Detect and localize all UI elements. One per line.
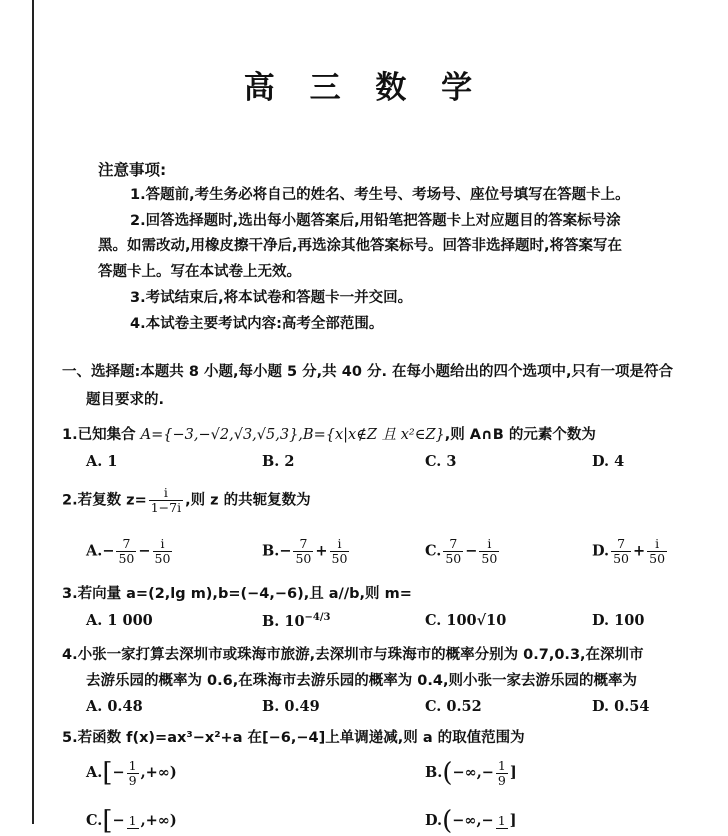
q5-option-d: D.(−∞,− 1 ] [425,806,517,836]
q1-option-c: C. 3 [425,453,457,470]
page-title: 高 三 数 学 [243,70,485,106]
q2-option-a: A.− $\frac{7}{50}$ − $\frac{i}{50}$ [86,536,171,566]
fraction: $\frac{i}{1-7i}$ [150,485,182,515]
q4-option-b: B. 0.49 [262,698,320,715]
notice-line: 3.考试结束后,将本试卷和答题卡一并交回。 [130,290,413,306]
q1-option-d: D. 4 [592,453,625,470]
notice-heading: 注意事项: [98,161,167,179]
section-heading: 一、选择题:本题共 8 小题,每小题 5 分,共 40 分. 在每小题给出的四个选项中,只有一项是符合 [62,364,674,380]
q3-option-b: B. $10^{-4/3}$ [262,612,331,630]
q2-option-b: B.− $\frac{7}{50}$ + $\frac{i}{50}$ [262,536,348,566]
notice-line: 答题卡上。写在本试卷上无效。 [98,264,301,280]
q4-option-a: A. 0.48 [86,698,143,715]
q5-option-a: A.[− $\frac{1}{9}$ ,+∞) [86,757,177,788]
notice-line: 黑。如需改动,用橡皮擦干净后,再选涂其他答案标号。回答非选择题时,将答案写在 [98,238,623,254]
question-1-stem: 1.已知集合 A={−3,−√2,√3,√5,3},B={x|x∉Z 且 x²∈Z},则 A∩B 的元素个数为 [62,427,596,443]
q3-option-c: C. 100√10 [425,612,507,629]
question-4-stem: 4.小张一家打算去深圳市或珠海市旅游,去深圳市与珠海市的概率分别为 0.7,0.3,在深圳市 [62,647,644,663]
question-2-stem: 2.若复数 z= $\frac{i}{1-7i}$ ,则 z 的共轭复数为 [62,485,311,515]
q3-option-a: A. 1 000 [86,612,153,629]
q4-option-c: C. 0.52 [425,698,482,715]
q5-option-b: B.(−∞,− $\frac{1}{9}$ ] [425,757,517,788]
notice-line: 1.答题前,考生务必将自己的姓名、考生号、考场号、座位号填写在答题卡上。 [130,187,630,203]
section-heading-cont: 题目要求的. [86,392,165,408]
q5-option-c: C.[− 1 ,+∞) [86,806,177,836]
notice-line: 2.回答选择题时,选出每小题答案后,用铅笔把答题卡上对应题目的答案标号涂 [130,213,621,229]
q2-option-d: D. $\frac{7}{50}$ + $\frac{i}{50}$ [592,536,666,566]
binding-margin-line [32,0,34,824]
q3-option-d: D. 100 [592,612,645,629]
q1-option-a: A. 1 [86,453,118,470]
q2-option-c: C. $\frac{7}{50}$ − $\frac{i}{50}$ [425,536,498,566]
question-5-stem: 5.若函数 f(x)=ax³−x²+a 在[−6,−4]上单调递减,则 a 的取值范围为 [62,730,525,746]
q4-option-d: D. 0.54 [592,698,650,715]
q1-option-b: B. 2 [262,453,295,470]
question-4-stem-cont: 去游乐园的概率为 0.6,在珠海市去游乐园的概率为 0.4,则小张一家去游乐园的概率为 [86,673,637,689]
question-3-stem: 3.若向量 a=(2,lg m),b=(−4,−6),且 a//b,则 m= [62,586,412,602]
notice-line: 4.本试卷主要考试内容:高考全部范围。 [130,316,384,332]
